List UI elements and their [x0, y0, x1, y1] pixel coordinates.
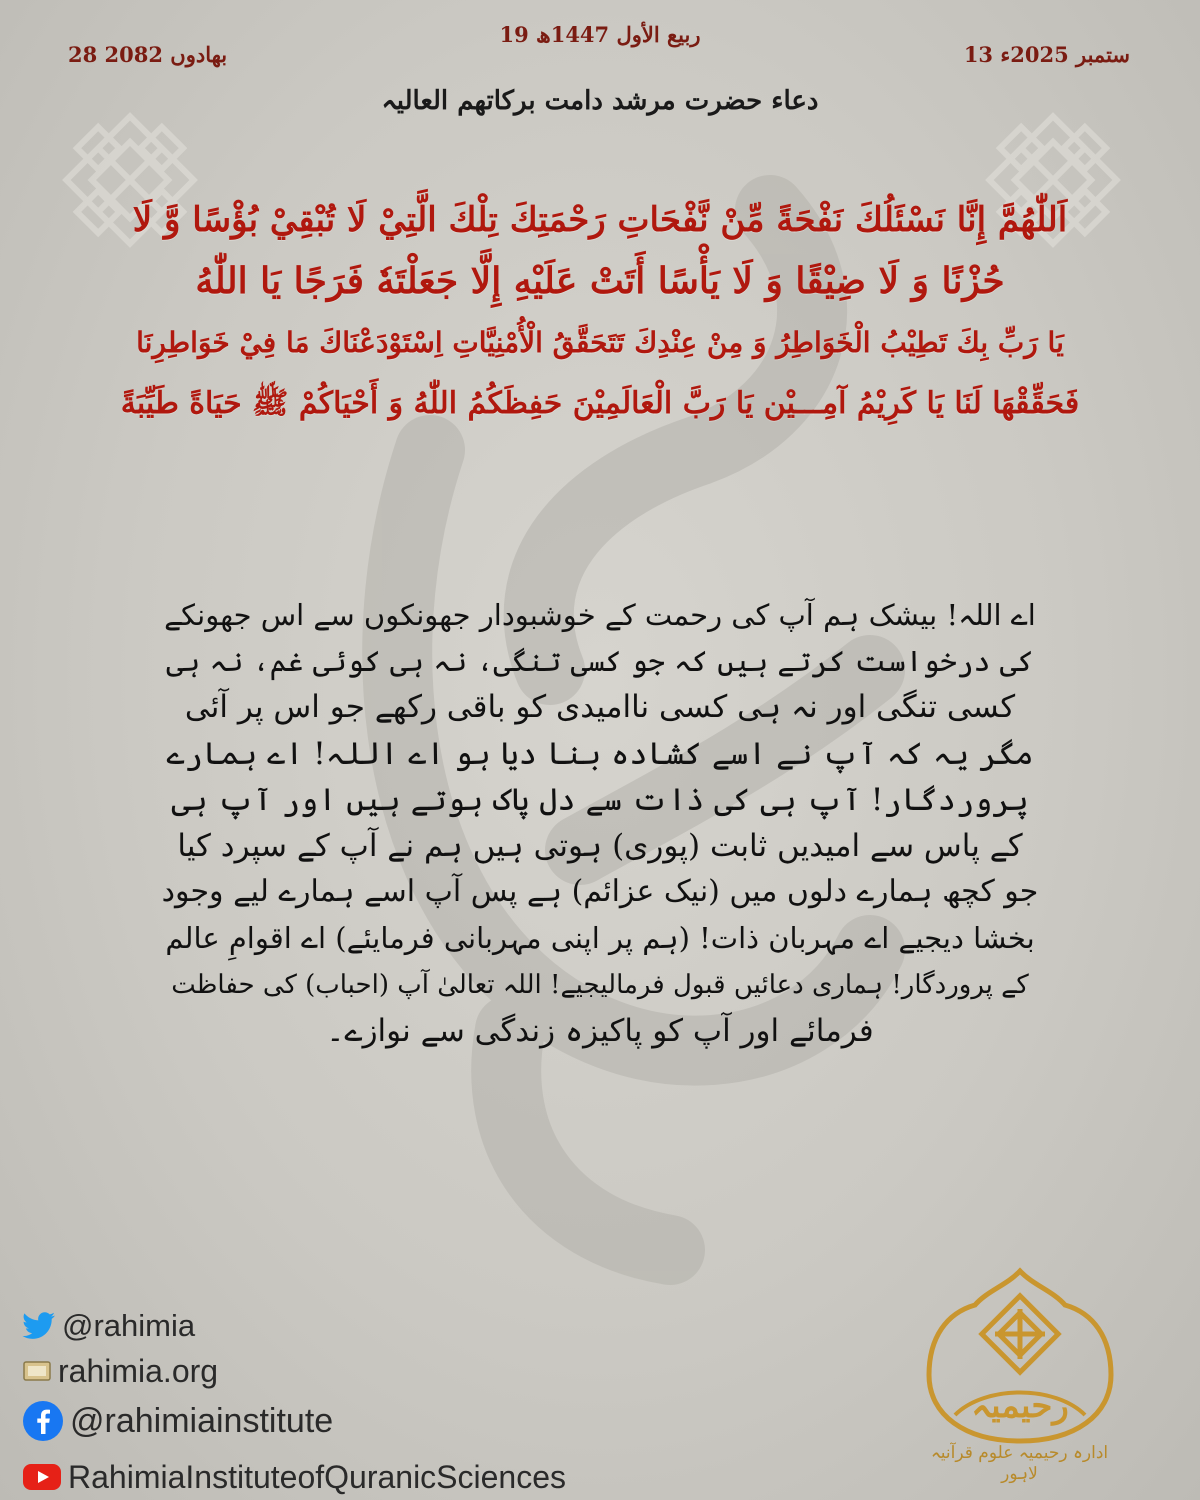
urdu-line: جو کچھ ہمارے دلوں میں (نیک عزائم) ہے پس آپ اسے ہمارے لیے وجود [161, 874, 1039, 910]
urdu-line: کے پروردگار! ہماری دعائیں قبول فرمالیجیے! اللہ تعالیٰ آپ (احباب) کی حفاظت [171, 969, 1029, 1000]
urdu-translation [160, 592, 1040, 1054]
date-hijri: 19 ربیع الأول 1447ھ [499, 22, 701, 47]
website-icon [22, 1359, 52, 1383]
urdu-line: فرمائے اور آپ کو پاکیزہ زندگی سے نوازے۔ [326, 1012, 874, 1049]
urdu-line: اے اللہ! بیشک ہم آپ کی رحمت کے خوشبودار جھونکوں سے اس جھونکے [164, 598, 1036, 632]
youtube-link[interactable] [22, 1449, 722, 1500]
logo-caption: ادارہ رحیمیہ علوم قرآنیہ لاہور [930, 1443, 1109, 1484]
urdu-line: کی درخواست کرتے ہیں کہ جو کسی تنگی، نہ ہی کوئی غم، نہ ہی [166, 644, 1034, 679]
website-url: rahimia.org [58, 1352, 219, 1389]
arabic-line: يَا رَبِّ بِكَ تَطِيْبُ الْخَوَاطِرُ وَ مِنْ عِنْدِكَ تَتَحَقَّقُ الْأُمْنِيَّاتِ اِسْتَوْدَعْنَاكَ مَا فِيْ خَوَاطِرِنَا [136, 326, 1064, 359]
youtube-channel: RahimiaInstituteofQuranicSciences [68, 1458, 567, 1495]
urdu-line: پروردگار! آپ ہی کی ذات سے دل پاک ہوتے ہیں اور آپ ہی [171, 781, 1029, 818]
twitter-icon [22, 1312, 56, 1340]
urdu-line: مگر یہ کہ آپ نے اسے کشادہ بنا دیا ہو اے اللہ! اے ہمارے [166, 735, 1034, 772]
page-title: دعاء حضرت مرشد دامت برکاتھم العالیہ [381, 86, 819, 116]
urdu-line: کسی تنگی اور نہ ہی کسی ناامیدی کو باقی رکھے جو اس پر آئی [184, 689, 1016, 726]
arabic-line: اَللّٰهُمَّ إِنَّا نَسْئَلُكَ نَفْحَةً مِّنْ نَّفْحَاتِ رَحْمَتِكَ تِلْكَ الَّتِيْ لَا تُبْقِيْ بُؤْسًا وَّ لَا [132, 200, 1068, 240]
arabic-prayer [120, 190, 1080, 434]
youtube-icon [22, 1462, 62, 1492]
rahimia-logo [915, 1265, 1125, 1465]
date-gregorian: 13 ستمبر 2025ء [963, 42, 1130, 67]
urdu-line: بخشا دیجیے اے مہربان ذات! (ہم پر اپنی مہربانی فرمایئے) اے اقوامِ عالم [165, 921, 1035, 956]
facebook-icon [22, 1400, 64, 1442]
arabic-line: فَحَقِّقْهَا لَنَا يَا كَرِيْمُ آمِـــيْن يَا رَبَّ الْعَالَمِيْنَ حَفِظَكُمُ اللّٰهُ وَ أَحْيَاكُمْ ﷺ حَيَاةً طَيِّبَةً [120, 386, 1080, 421]
facebook-handle: @rahimiainstitute [70, 1401, 334, 1440]
website-link[interactable] [22, 1349, 722, 1393]
social-links [22, 1303, 722, 1500]
facebook-link[interactable] [22, 1393, 722, 1449]
logo-wordmark: رحیمیہ [971, 1386, 1069, 1426]
arabic-line: حُزْنًا وَ لَا ضِيْقًا وَ لَا يَأْسًا أَتَتْ عَلَيْهِ إِلَّا جَعَلْتَهٗ فَرَجًا يَا اللّٰهُ [195, 260, 1005, 302]
twitter-link[interactable] [22, 1303, 722, 1349]
date-bikrami: 28 بھادوں 2082 [68, 42, 228, 67]
twitter-handle: @rahimia [62, 1308, 196, 1343]
urdu-line: کے پاس سے امیدیں ثابت (پوری) ہوتی ہیں ہم نے آپ کے سپرد کیا [177, 828, 1023, 865]
